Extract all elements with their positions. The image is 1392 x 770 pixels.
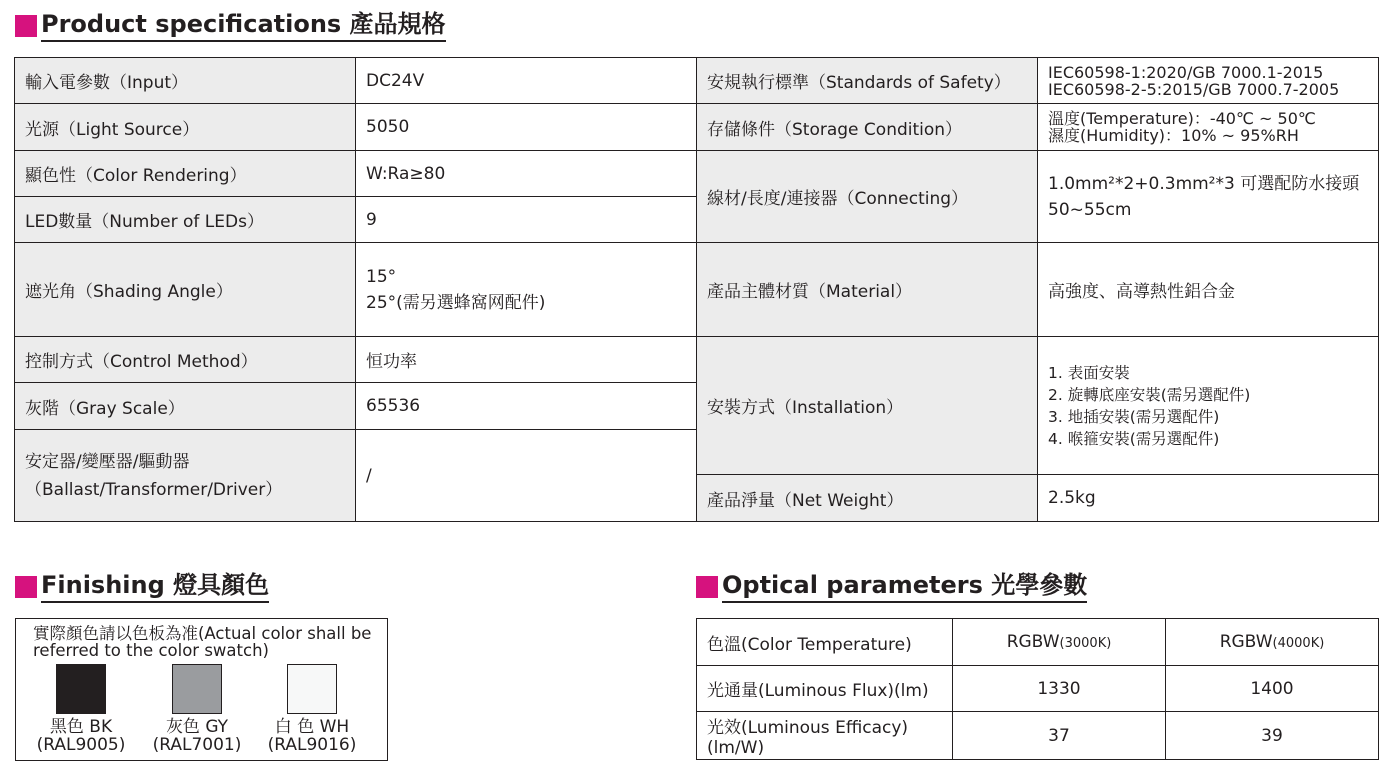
spec-label-line: （Ballast/Transformer/Driver） — [25, 479, 283, 500]
spec-value: 9 — [356, 197, 697, 243]
optical-value: 39 — [1166, 712, 1379, 760]
column-main: RGBW — [1219, 632, 1273, 652]
table-row — [15, 243, 1379, 337]
finishing-note: 實際顏色請以色板為准(Actual color shall be referred to the color swatch) — [33, 624, 372, 660]
spec-value-line: 25°(需另選蜂窩网配件) — [366, 292, 546, 313]
spec-table — [14, 57, 1379, 522]
spec-label: LED數量（Number of LEDs） — [15, 197, 356, 243]
optical-value: 1400 — [1166, 666, 1379, 712]
spec-value: DC24V — [356, 58, 697, 104]
table-row — [15, 337, 1379, 383]
spec-value-line: 濕度(Humidity)：10% ~ 95%RH — [1048, 126, 1299, 145]
spec-value-line: IEC60598-1:2020/GB 7000.1-2015 — [1048, 62, 1324, 82]
finishing-heading-text: Finishing 燈具顏色 — [41, 570, 269, 603]
table-row — [697, 666, 1379, 712]
swatch-black — [36, 664, 126, 754]
spec-value-line: IEC60598-2-5:2015/GB 7000.7-2005 — [1048, 79, 1340, 99]
optical-table — [696, 618, 1379, 760]
optical-value: 37 — [953, 712, 1166, 760]
spec-label — [15, 430, 356, 522]
spec-value — [356, 243, 697, 337]
spec-value: 2.5kg — [1038, 475, 1379, 522]
table-row — [15, 104, 1379, 151]
swatch-gray — [152, 664, 242, 754]
swatch-chip — [287, 664, 337, 714]
spec-value — [1038, 151, 1379, 243]
spec-label: 存儲條件（Storage Condition） — [697, 104, 1038, 151]
spec-label: 線材/長度/連接器（Connecting） — [697, 151, 1038, 243]
column-sub: (4000K) — [1272, 636, 1325, 651]
table-row — [15, 58, 1379, 104]
spec-value: 65536 — [356, 383, 697, 430]
swatch-code: (RAL9016) — [267, 735, 357, 755]
swatch-code: (RAL7001) — [152, 735, 242, 755]
swatch-chip — [172, 664, 222, 714]
spec-value: 恒功率 — [356, 337, 697, 383]
finishing-box — [15, 618, 388, 761]
table-row — [15, 151, 1379, 197]
spec-label: 產品淨量（Net Weight） — [697, 475, 1038, 522]
spec-value: 高強度、高導熱性鋁合金 — [1038, 243, 1379, 337]
optical-label: 光通量(Luminous Flux)(lm) — [697, 666, 953, 712]
heading-marker — [696, 576, 718, 598]
spec-label: 產品主體材質（Material） — [697, 243, 1038, 337]
swatch-name: 黑色 BK — [49, 717, 113, 737]
swatch-name: 灰色 GY — [165, 717, 229, 737]
swatch-chip — [56, 664, 106, 714]
spec-value-line: 4. 喉箍安裝(需另選配件) — [1048, 429, 1220, 448]
spec-label: 灰階（Gray Scale） — [15, 383, 356, 430]
spec-value — [1038, 104, 1379, 151]
spec-label: 安規執行標準（Standards of Safety） — [697, 58, 1038, 104]
spec-heading — [15, 9, 446, 42]
spec-value — [1038, 337, 1379, 475]
spec-label: 控制方式（Control Method） — [15, 337, 356, 383]
heading-marker — [15, 15, 37, 37]
swatch-code: (RAL9005) — [36, 735, 126, 755]
spec-label: 安裝方式（Installation） — [697, 337, 1038, 475]
spec-label: 光源（Light Source） — [15, 104, 356, 151]
optical-heading-text: Optical parameters 光學參數 — [722, 570, 1087, 603]
swatch-white — [267, 664, 357, 754]
column-main: RGBW — [1006, 632, 1060, 652]
spec-value-line: 1.0mm²*2+0.3mm²*3 可選配防水接頭 — [1048, 173, 1360, 194]
spec-label: 顯色性（Color Rendering） — [15, 151, 356, 197]
spec-value-line: 3. 地插安裝(需另選配件) — [1048, 407, 1220, 426]
spec-value: W:Ra≥80 — [356, 151, 697, 197]
optical-value: 1330 — [953, 666, 1166, 712]
spec-value-line: 溫度(Temperature)：-40℃ ~ 50℃ — [1048, 109, 1316, 128]
optical-label: 色溫(Color Temperature) — [697, 619, 953, 666]
optical-column-header — [953, 619, 1166, 666]
optical-label: 光效(Luminous Efficacy)(lm/W) — [697, 712, 953, 760]
spec-label: 輸入電參數（Input） — [15, 58, 356, 104]
finishing-heading — [15, 570, 269, 603]
heading-marker — [15, 576, 37, 598]
spec-value-line: 1. 表面安裝 — [1048, 363, 1130, 382]
table-row — [697, 712, 1379, 760]
spec-value-line: 2. 旋轉底座安裝(需另選配件) — [1048, 385, 1251, 404]
optical-heading — [696, 570, 1087, 603]
swatch-name: 白 色 WH — [274, 717, 350, 737]
spec-value-line: 15° — [366, 266, 397, 287]
spec-value — [1038, 58, 1379, 104]
spec-value: 5050 — [356, 104, 697, 151]
optical-column-header — [1166, 619, 1379, 666]
spec-value: / — [356, 430, 697, 522]
spec-value-line: 50~55cm — [1048, 199, 1132, 220]
spec-label-line: 安定器/變壓器/驅動器 — [25, 451, 190, 472]
column-sub: (3000K) — [1059, 636, 1112, 651]
spec-label: 遮光角（Shading Angle） — [15, 243, 356, 337]
table-row — [697, 619, 1379, 666]
spec-heading-text: Product specifications 產品規格 — [41, 9, 446, 42]
